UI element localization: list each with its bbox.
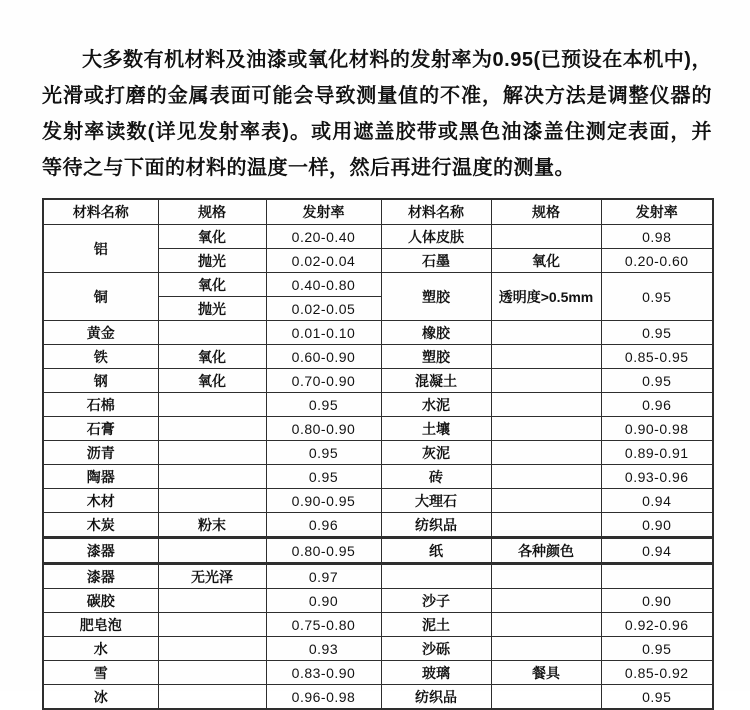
cell-emissivity: 0.95 xyxy=(266,441,381,465)
cell-emissivity: 0.92-0.96 xyxy=(601,613,713,637)
table-row xyxy=(43,613,713,637)
cell-emissivity: 0.01-0.10 xyxy=(266,321,381,345)
cell-emissivity: 0.85-0.95 xyxy=(601,345,713,369)
cell-material: 土壤 xyxy=(381,417,491,441)
table-row xyxy=(43,417,713,441)
cell-spec xyxy=(158,465,266,489)
header-emissivity-left: 发射率 xyxy=(266,199,381,225)
cell-material: 木材 xyxy=(43,489,158,513)
cell-material: 铝 xyxy=(43,225,158,273)
cell-spec xyxy=(491,345,601,369)
header-spec-left: 规格 xyxy=(158,199,266,225)
cell-material: 钢 xyxy=(43,369,158,393)
cell-emissivity: 0.40-0.80 xyxy=(266,273,381,297)
cell-emissivity: 0.93-0.96 xyxy=(601,465,713,489)
cell-emissivity: 0.02-0.04 xyxy=(266,249,381,273)
cell-material: 灰泥 xyxy=(381,441,491,465)
cell-emissivity: 0.95 xyxy=(266,465,381,489)
cell-material: 铜 xyxy=(43,273,158,321)
table-row xyxy=(43,685,713,710)
cell-spec xyxy=(158,637,266,661)
cell-spec xyxy=(491,225,601,249)
cell-material: 橡胶 xyxy=(381,321,491,345)
cell-spec xyxy=(491,589,601,613)
cell-material: 塑胶 xyxy=(381,273,491,321)
cell-emissivity: 0.80-0.90 xyxy=(266,417,381,441)
cell-spec xyxy=(158,661,266,685)
cell-emissivity: 0.83-0.90 xyxy=(266,661,381,685)
cell-spec xyxy=(158,538,266,564)
header-material-left: 材料名称 xyxy=(43,199,158,225)
cell-spec xyxy=(158,321,266,345)
cell-emissivity: 0.85-0.92 xyxy=(601,661,713,685)
cell-spec xyxy=(158,417,266,441)
cell-emissivity: 0.60-0.90 xyxy=(266,345,381,369)
cell-material: 陶器 xyxy=(43,465,158,489)
cell-emissivity: 0.70-0.90 xyxy=(266,369,381,393)
table-row xyxy=(43,538,713,564)
cell-material: 沥青 xyxy=(43,441,158,465)
table-row xyxy=(43,589,713,613)
cell-spec xyxy=(158,613,266,637)
cell-spec xyxy=(158,589,266,613)
cell-emissivity: 0.96 xyxy=(266,513,381,538)
cell-emissivity: 0.02-0.05 xyxy=(266,297,381,321)
table-row xyxy=(43,393,713,417)
cell-emissivity: 0.95 xyxy=(601,369,713,393)
cell-emissivity: 0.95 xyxy=(601,685,713,710)
cell-spec: 透明度>0.5mm xyxy=(491,273,601,321)
cell-emissivity: 0.20-0.60 xyxy=(601,249,713,273)
cell-spec xyxy=(491,564,601,589)
cell-material: 漆器 xyxy=(43,538,158,564)
cell-emissivity: 0.96-0.98 xyxy=(266,685,381,710)
cell-spec xyxy=(491,637,601,661)
cell-material: 黄金 xyxy=(43,321,158,345)
cell-emissivity: 0.90-0.95 xyxy=(266,489,381,513)
table-row xyxy=(43,465,713,489)
cell-material: 木炭 xyxy=(43,513,158,538)
cell-spec xyxy=(491,685,601,710)
cell-material: 石棉 xyxy=(43,393,158,417)
table-row xyxy=(43,564,713,589)
cell-spec xyxy=(491,369,601,393)
cell-spec: 粉末 xyxy=(158,513,266,538)
cell-spec xyxy=(158,441,266,465)
cell-material: 砖 xyxy=(381,465,491,489)
cell-material: 纺织品 xyxy=(381,685,491,710)
cell-emissivity: 0.90 xyxy=(601,513,713,538)
cell-spec xyxy=(158,685,266,710)
cell-emissivity: 0.95 xyxy=(601,637,713,661)
header-material-right: 材料名称 xyxy=(381,199,491,225)
cell-spec: 抛光 xyxy=(158,249,266,273)
table-row xyxy=(43,489,713,513)
cell-emissivity: 0.96 xyxy=(601,393,713,417)
cell-spec: 各种颜色 xyxy=(491,538,601,564)
cell-material: 纺织品 xyxy=(381,513,491,538)
cell-spec: 餐具 xyxy=(491,661,601,685)
table-row xyxy=(43,637,713,661)
cell-material: 沙子 xyxy=(381,589,491,613)
cell-material: 人体皮肤 xyxy=(381,225,491,249)
cell-material: 水泥 xyxy=(381,393,491,417)
cell-spec xyxy=(491,489,601,513)
cell-material: 石膏 xyxy=(43,417,158,441)
cell-emissivity: 0.95 xyxy=(601,273,713,321)
cell-material: 大理石 xyxy=(381,489,491,513)
table-header-row xyxy=(43,199,713,225)
cell-material: 碳胶 xyxy=(43,589,158,613)
cell-material: 雪 xyxy=(43,661,158,685)
cell-spec xyxy=(491,513,601,538)
cell-spec: 氧化 xyxy=(491,249,601,273)
cell-emissivity: 0.90-0.98 xyxy=(601,417,713,441)
cell-spec xyxy=(158,489,266,513)
cell-spec xyxy=(491,441,601,465)
cell-spec xyxy=(491,417,601,441)
table-row xyxy=(43,513,713,538)
cell-emissivity: 0.98 xyxy=(601,225,713,249)
cell-material: 纸 xyxy=(381,538,491,564)
cell-material: 泥土 xyxy=(381,613,491,637)
cell-emissivity xyxy=(601,564,713,589)
table-row xyxy=(43,225,713,249)
cell-emissivity: 0.90 xyxy=(266,589,381,613)
cell-material xyxy=(381,564,491,589)
table-row xyxy=(43,345,713,369)
cell-spec: 氧化 xyxy=(158,345,266,369)
table-row xyxy=(43,321,713,345)
cell-material: 铁 xyxy=(43,345,158,369)
cell-emissivity: 0.94 xyxy=(601,489,713,513)
cell-emissivity: 0.94 xyxy=(601,538,713,564)
cell-emissivity: 0.95 xyxy=(601,321,713,345)
cell-spec xyxy=(491,465,601,489)
table-row xyxy=(43,369,713,393)
cell-material: 玻璃 xyxy=(381,661,491,685)
cell-material: 肥皂泡 xyxy=(43,613,158,637)
table-row xyxy=(43,441,713,465)
table-row xyxy=(43,661,713,685)
cell-spec: 氧化 xyxy=(158,369,266,393)
cell-material: 沙砾 xyxy=(381,637,491,661)
cell-material: 混凝土 xyxy=(381,369,491,393)
cell-spec xyxy=(491,321,601,345)
cell-spec xyxy=(491,613,601,637)
cell-spec xyxy=(491,393,601,417)
cell-emissivity: 0.90 xyxy=(601,589,713,613)
table-body xyxy=(43,225,713,710)
cell-emissivity: 0.95 xyxy=(266,393,381,417)
cell-emissivity: 0.97 xyxy=(266,564,381,589)
cell-spec: 氧化 xyxy=(158,225,266,249)
cell-material: 塑胶 xyxy=(381,345,491,369)
cell-emissivity: 0.89-0.91 xyxy=(601,441,713,465)
cell-emissivity: 0.75-0.80 xyxy=(266,613,381,637)
cell-emissivity: 0.20-0.40 xyxy=(266,225,381,249)
cell-spec: 抛光 xyxy=(158,297,266,321)
emissivity-table xyxy=(42,198,714,710)
cell-material: 水 xyxy=(43,637,158,661)
cell-spec: 无光泽 xyxy=(158,564,266,589)
cell-emissivity: 0.80-0.95 xyxy=(266,538,381,564)
header-emissivity-right: 发射率 xyxy=(601,199,713,225)
cell-material: 石墨 xyxy=(381,249,491,273)
cell-material: 漆器 xyxy=(43,564,158,589)
intro-paragraph: 大多数有机材料及油漆或氧化材料的发射率为0.95(已预设在本机中)，光滑或打磨的金属表面可能会导致测量值的不准，解决方法是调整仪器的发射率读数(详见发射率表)。或用遮盖胶带或黑色油漆盖住测定表面，并等待之与下面的材料的温度一样，然后再进行温度的测量。 xyxy=(42,49,712,179)
cell-material: 冰 xyxy=(43,685,158,710)
header-spec-right: 规格 xyxy=(491,199,601,225)
cell-emissivity: 0.93 xyxy=(266,637,381,661)
table-row xyxy=(43,273,713,297)
cell-spec: 氧化 xyxy=(158,273,266,297)
cell-spec xyxy=(158,393,266,417)
